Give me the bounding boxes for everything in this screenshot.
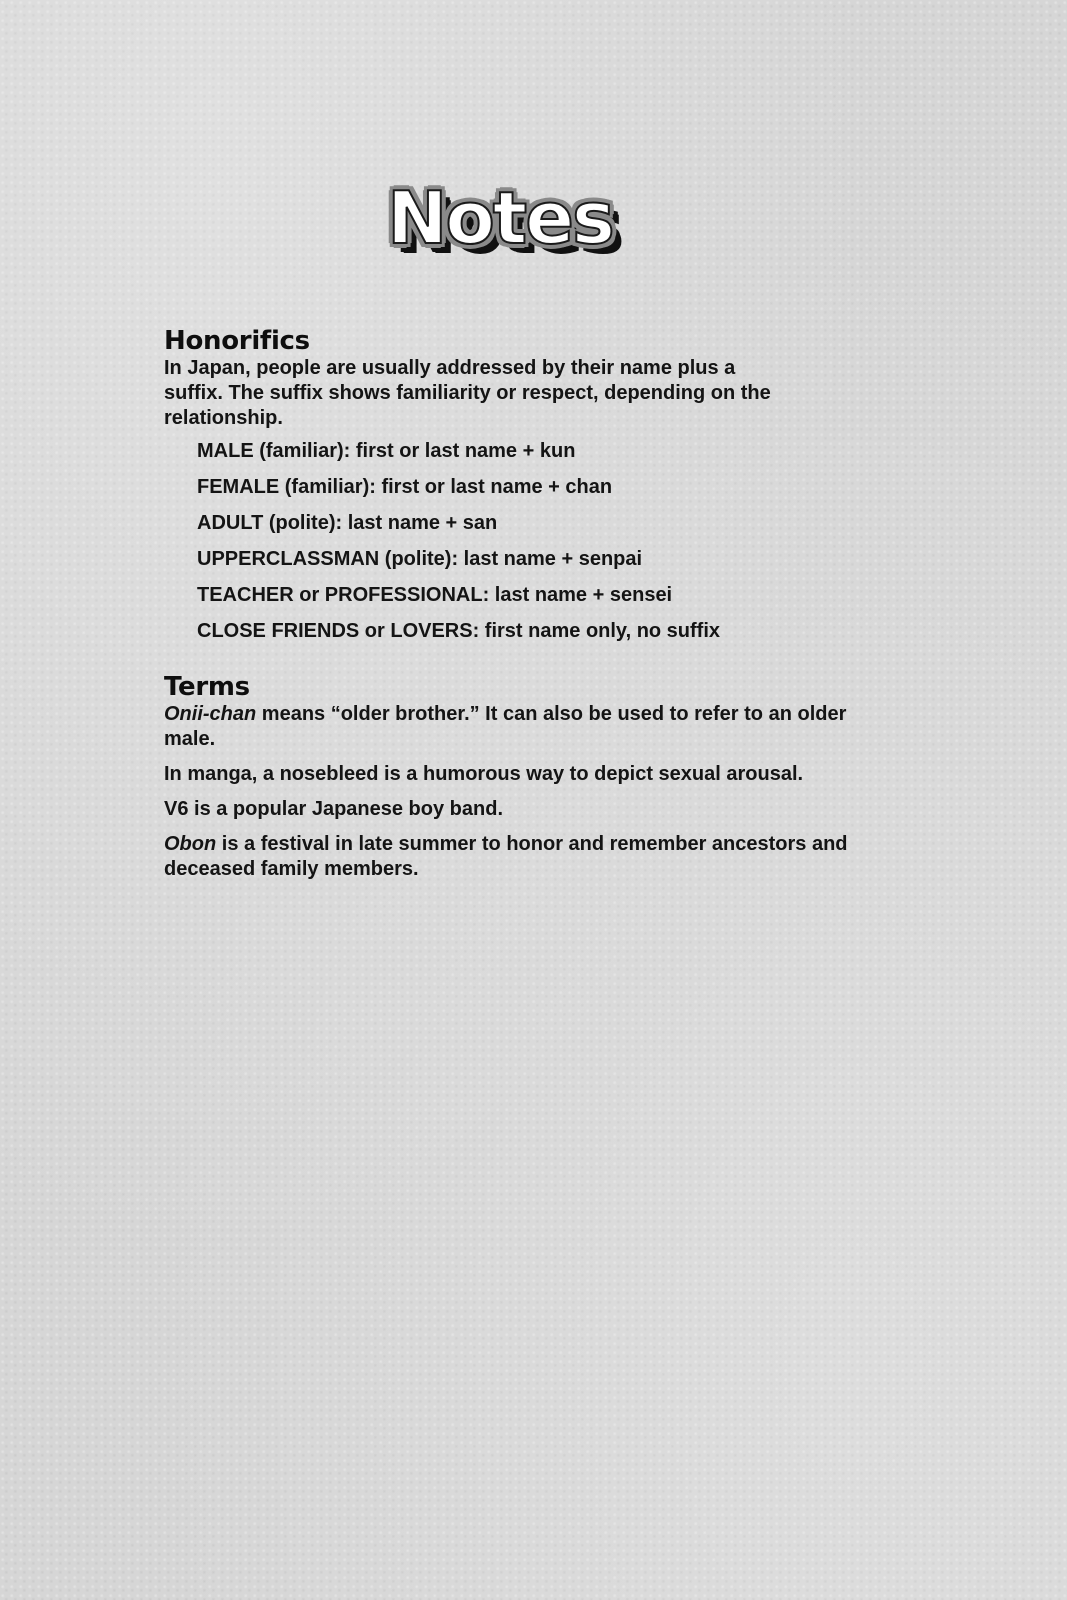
page-title: Notes [387, 176, 613, 260]
honorific-item-upperclassman: UPPERCLASSMAN (polite): last name + senpai [197, 548, 643, 570]
term-onii-chan [164, 702, 884, 752]
honorific-item-male: MALE (familiar): first or last name + kun [197, 440, 576, 462]
term-obon-definition: is a festival in late summer to honor and remember ancestors and deceased family members. [164, 833, 848, 880]
term-obon [164, 832, 884, 882]
term-onii-chan-word: Onii-chan [164, 703, 257, 725]
term-onii-chan-definition: means “older brother.” It can also be used to refer to an older male. [164, 703, 847, 750]
term-v6: V6 is a popular Japanese boy band. [164, 798, 503, 820]
term-nosebleed: In manga, a nosebleed is a humorous way to depict sexual arousal. [164, 763, 804, 785]
honorifics-intro: In Japan, people are usually addressed by their name plus a suffix. The suffix shows familiarity or respect, depending on the relationship. [164, 357, 771, 429]
honorifics-heading: Honorifics [164, 326, 310, 356]
term-obon-word: Obon [164, 833, 217, 855]
honorifics-list [164, 439, 884, 644]
title-block [0, 176, 1000, 260]
notes-content [164, 326, 884, 892]
terms-heading: Terms [164, 672, 250, 702]
honorific-item-adult: ADULT (polite): last name + san [197, 512, 498, 534]
honorific-item-close-friends: CLOSE FRIENDS or LOVERS: first name only, no suffix [197, 620, 721, 642]
honorific-item-teacher: TEACHER or PROFESSIONAL: last name + sensei [197, 584, 673, 606]
honorifics-section [164, 326, 884, 644]
honorific-item-female: FEMALE (familiar): first or last name + chan [197, 476, 613, 498]
terms-section [164, 672, 884, 882]
